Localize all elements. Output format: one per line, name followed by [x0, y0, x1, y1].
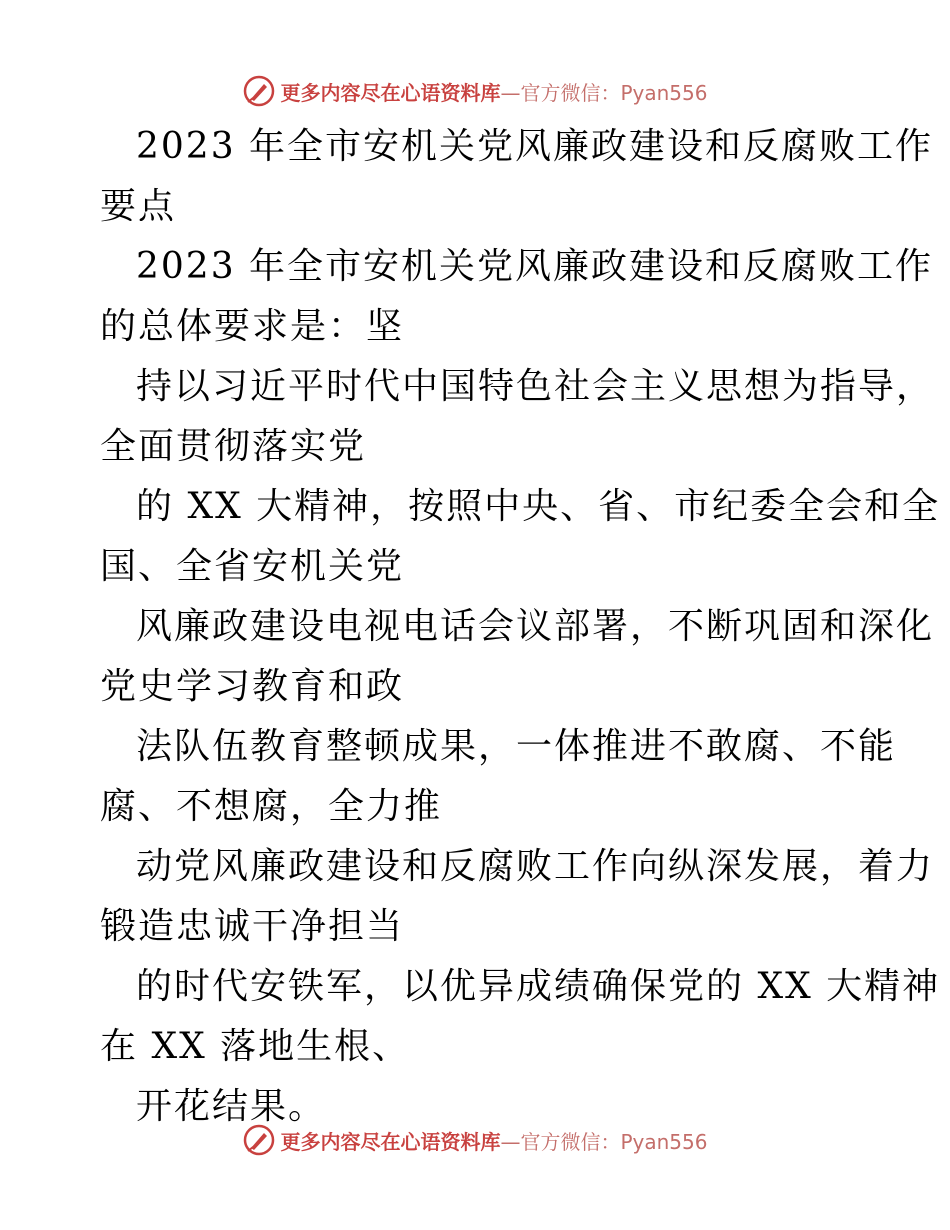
banner-dash: —	[500, 80, 521, 105]
doc-line: 动党风廉政建设和反腐败工作向纵深发展，着力	[136, 846, 935, 887]
doc-line: 的总体要求是：坚	[100, 306, 405, 347]
doc-line: 法队伍教育整顿成果，一体推进不敢腐、不能	[136, 726, 897, 767]
banner-text	[280, 77, 707, 106]
doc-line: 开花结果。	[136, 1086, 327, 1127]
doc-line: 锻造忠诚干净担当	[100, 906, 405, 947]
doc-line: 腐、不想腐，全力推	[100, 786, 443, 827]
doc-line: 国、全省安机关党	[100, 546, 405, 587]
banner-wechat-text: 官方微信：Pyan556	[520, 1129, 708, 1154]
doc-line: 的时代安铁军，以优异成绩确保党的 XX 大精神	[136, 966, 941, 1007]
doc-line: 2023 年全市安机关党风廉政建设和反腐败工作	[136, 126, 934, 167]
banner-dash: —	[500, 1129, 521, 1154]
quill-emblem-icon	[242, 74, 276, 108]
doc-line: 全面贯彻落实党	[100, 426, 367, 467]
doc-line: 要点	[100, 186, 177, 227]
banner-wechat-text: 官方微信：Pyan556	[520, 80, 708, 105]
banner-main-text: 更多内容尽在心语资料库	[280, 80, 501, 105]
doc-line: 在 XX 落地生根、	[100, 1026, 411, 1067]
doc-line: 持以习近平时代中国特色社会主义思想为指导，	[136, 366, 935, 407]
quill-emblem-icon	[242, 1123, 276, 1157]
doc-line: 风廉政建设电视电话会议部署，不断巩固和深化	[136, 606, 935, 647]
doc-line: 党史学习教育和政	[100, 666, 405, 707]
banner-text	[280, 1126, 707, 1155]
document-body	[100, 117, 941, 1137]
doc-line: 2023 年全市安机关党风廉政建设和反腐败工作	[136, 246, 934, 287]
banner-main-text: 更多内容尽在心语资料库	[280, 1129, 501, 1154]
header-banner	[0, 71, 950, 111]
footer-banner	[0, 1120, 950, 1160]
doc-line: 的 XX 大精神，按照中央、省、市纪委全会和全	[136, 486, 941, 527]
